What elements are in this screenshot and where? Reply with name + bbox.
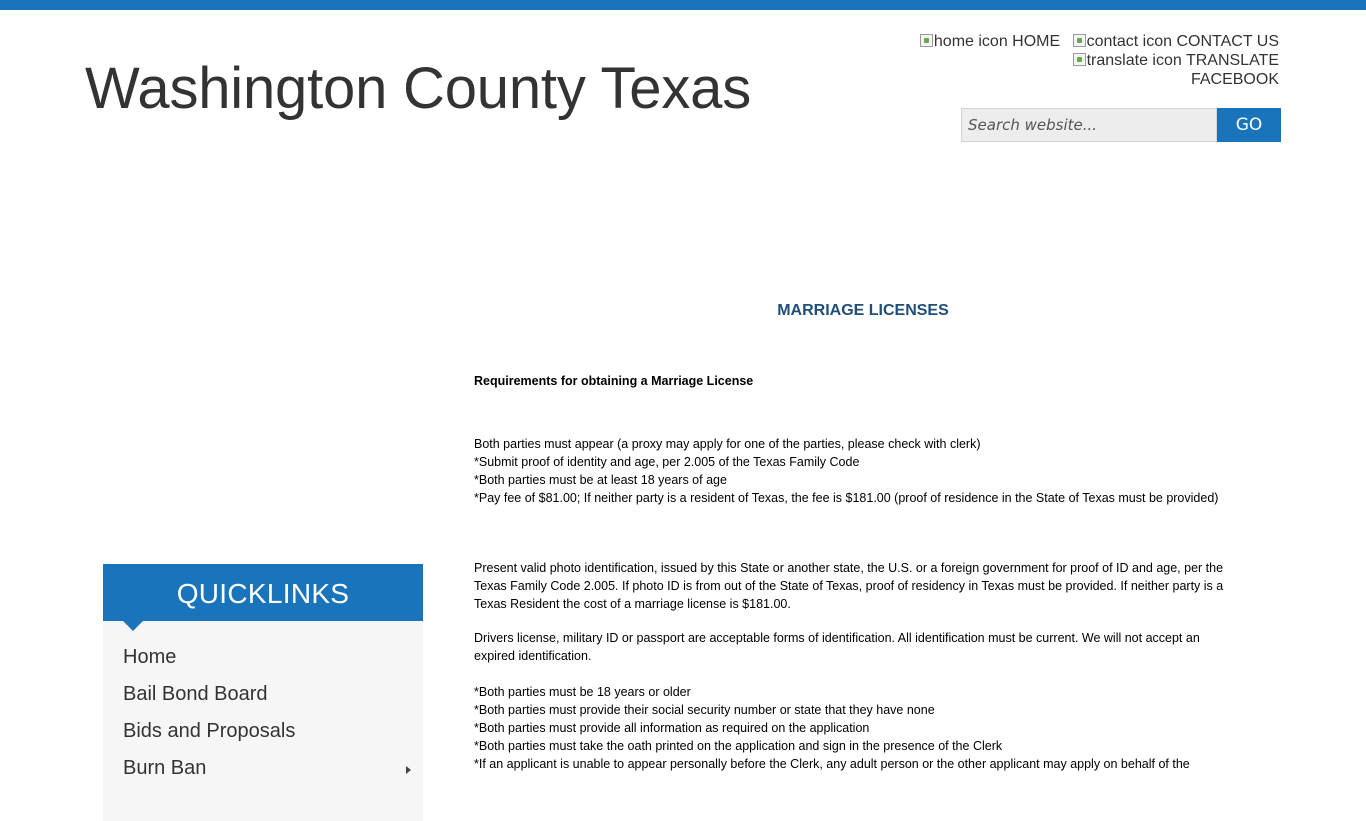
- facebook-link[interactable]: FACEBOOK: [1190, 71, 1279, 88]
- quicklink-bids-and-proposals[interactable]: Bids and Proposals: [123, 720, 296, 742]
- chevron-right-icon[interactable]: [406, 766, 411, 774]
- translate-icon: [1073, 53, 1086, 66]
- top-accent-bar: [0, 0, 1366, 10]
- translate-link[interactable]: [1073, 52, 1279, 69]
- text-line: *Both parties must provide their social security number or state that they have none: [474, 703, 935, 717]
- quicklinks-header: [103, 564, 423, 621]
- quicklink-home[interactable]: Home: [123, 646, 177, 668]
- utility-nav: [920, 32, 1279, 89]
- text-line: Both parties must appear (a proxy may apply for one of the parties, please check with clerk): [474, 437, 981, 451]
- text-line: *Pay fee of $81.00; If neither party is a resident of Texas, the fee is $181.00 (proof of residence in the State of Texas must be provided): [474, 491, 1219, 505]
- requirements-paragraph-1: [474, 435, 1236, 507]
- text-line: *Both parties must be at least 18 years of age: [474, 473, 727, 487]
- contact-icon-alt: contact icon: [1086, 33, 1173, 50]
- contact-link[interactable]: [1073, 33, 1279, 50]
- quicklinks-list: [103, 621, 423, 821]
- quicklink-burn-ban[interactable]: [103, 750, 423, 787]
- pointer-triangle-icon: [123, 621, 143, 631]
- text-line: *Both parties must provide all information as required on the application: [474, 721, 870, 735]
- requirements-paragraph-4: [474, 683, 1236, 773]
- quicklink-burn-ban-label: Burn Ban: [123, 757, 207, 779]
- photo-id-paragraph: Present valid photo identification, issued by this State or another state, the U.S. or a foreign government for proof of ID and age, per the Texas Family Code 2.005. If photo ID is from out of the State of Texas, proof of residency in Texas must be provided. If neither party is a Texas Resident the cost of a marriage license is $181.00.: [474, 561, 1224, 611]
- text-line: *Both parties must be 18 years or older: [474, 685, 691, 699]
- home-link-label: HOME: [1012, 33, 1061, 50]
- text-line: *Submit proof of identity and age, per 2.005 of the Texas Family Code: [474, 455, 860, 469]
- contact-icon: [1073, 34, 1086, 47]
- home-icon: [920, 34, 933, 47]
- page-heading: MARRIAGE LICENSES: [777, 302, 949, 319]
- translate-icon-alt: translate icon: [1086, 52, 1182, 69]
- contact-link-label: CONTACT US: [1176, 33, 1279, 50]
- home-link[interactable]: [920, 33, 1065, 50]
- requirements-subheading: Requirements for obtaining a Marriage License: [474, 374, 754, 388]
- identification-paragraph: Drivers license, military ID or passport are acceptable forms of identification. All identification must be current. We will not accept an expired identification.: [474, 631, 1200, 663]
- home-icon-alt: home icon: [933, 33, 1008, 50]
- search-go-button[interactable]: GO: [1217, 108, 1281, 142]
- quicklinks-title: QUICKLINKS: [176, 578, 350, 609]
- site-title[interactable]: Washington County Texas: [85, 56, 751, 121]
- text-line: *If an applicant is unable to appear personally before the Clerk, any adult person or the other applicant may apply on behalf of the: [474, 757, 1190, 771]
- site-search: [961, 108, 1281, 142]
- search-input[interactable]: [961, 108, 1217, 142]
- translate-link-label: TRANSLATE: [1185, 52, 1279, 69]
- quicklink-bail-bond-board[interactable]: Bail Bond Board: [123, 683, 268, 705]
- text-line: *Both parties must take the oath printed on the application and sign in the presence of the Clerk: [474, 739, 1003, 753]
- quicklinks-panel: [103, 564, 423, 821]
